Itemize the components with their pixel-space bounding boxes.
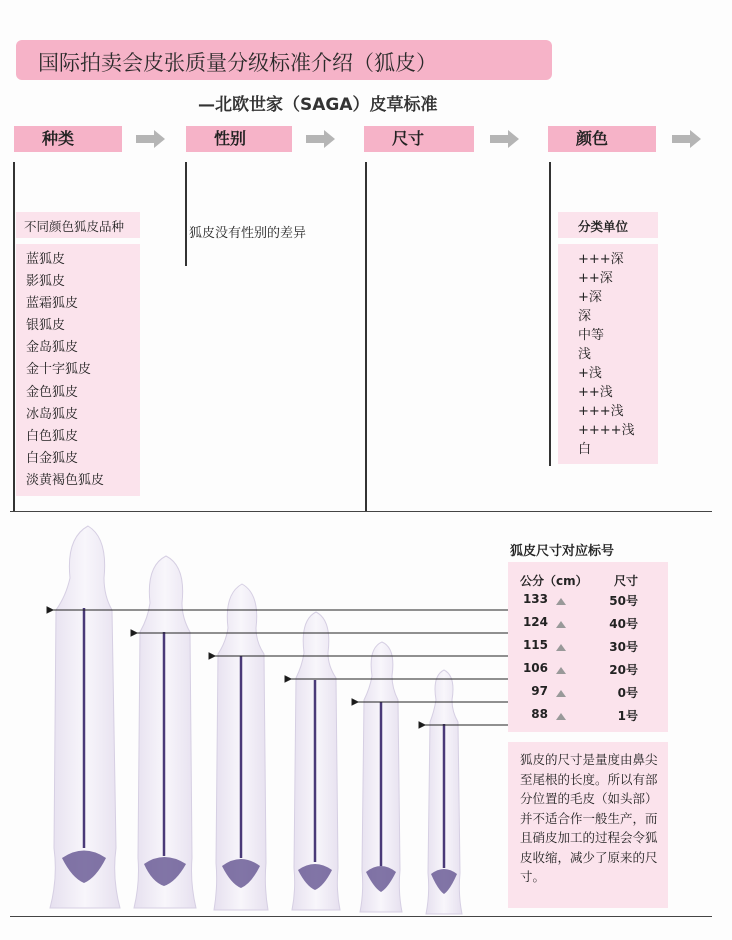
- size-number: 40号: [609, 617, 638, 631]
- triangle-icon: [556, 667, 566, 674]
- size-cm: 124: [522, 615, 548, 629]
- color-label: 分类单位: [578, 219, 629, 234]
- size-cm: 133: [522, 592, 548, 606]
- list-item: ++++浅: [578, 423, 635, 438]
- list-item: 蓝霜狐皮: [26, 296, 79, 312]
- column-header-color: 颜色: [548, 126, 656, 152]
- column-header-gender: 性别: [186, 126, 292, 152]
- column-header-kind: 种类: [14, 126, 122, 152]
- gender-note: 狐皮没有性别的差异: [189, 226, 307, 241]
- triangle-icon: [556, 621, 566, 628]
- size-number: 0号: [617, 686, 638, 700]
- table-row: [508, 707, 668, 727]
- list-item: +++深: [578, 252, 624, 267]
- list-item: ++浅: [578, 385, 613, 400]
- triangle-icon: [556, 644, 566, 651]
- size-cm: 115: [522, 638, 548, 652]
- size-cm: 106: [522, 661, 548, 675]
- size-cm: 97: [531, 684, 548, 698]
- table-row: [508, 638, 668, 658]
- list-item: 金岛狐皮: [26, 340, 79, 356]
- table-row: [508, 661, 668, 681]
- kind-label: 不同颜色狐皮品种: [24, 219, 125, 234]
- list-item: 白色狐皮: [26, 428, 79, 444]
- size-number: 20号: [609, 663, 638, 677]
- list-item: 深: [578, 309, 592, 324]
- list-item: +++浅: [578, 404, 624, 419]
- list-item: ++深: [578, 271, 613, 286]
- size-number: 50号: [609, 594, 638, 608]
- list-item: 冰岛狐皮: [26, 406, 79, 422]
- size-table: [508, 562, 668, 732]
- list-item: 白金狐皮: [26, 450, 79, 466]
- list-item: 淡黄褐色狐皮: [26, 472, 105, 488]
- table-row: [508, 615, 668, 635]
- size-number: 30号: [609, 640, 638, 654]
- size-table-cm-header: 公分（cm）: [520, 574, 588, 588]
- list-item: 银狐皮: [26, 318, 66, 334]
- bottom-divider: [10, 916, 712, 917]
- size-number: 1号: [617, 709, 638, 723]
- list-item: 中等: [578, 328, 605, 343]
- size-table-title: 狐皮尺寸对应标号: [510, 544, 615, 559]
- column-header-size: 尺寸: [364, 126, 474, 152]
- table-row: [508, 592, 668, 612]
- list-item: 金十字狐皮: [26, 362, 92, 378]
- list-item: 白: [578, 442, 592, 457]
- triangle-icon: [556, 598, 566, 605]
- size-note: 狐皮的尺寸是量度由鼻尖至尾根的长度。所以有部分位置的毛皮（如头部）并不适合作一般生产，而且硝皮加工的过程会令狐皮收缩，减少了原来的尺寸。: [508, 742, 668, 908]
- table-row: [508, 684, 668, 704]
- page-subtitle: —北欧世家（SAGA）皮草标准: [198, 95, 438, 115]
- list-item: 蓝狐皮: [26, 252, 66, 267]
- triangle-icon: [556, 690, 566, 697]
- page-title: 国际拍卖会皮张质量分级标准介绍（狐皮）: [38, 51, 437, 75]
- list-item: +浅: [578, 366, 602, 381]
- triangle-icon: [556, 713, 566, 720]
- list-item: +深: [578, 290, 602, 305]
- list-item: 浅: [578, 347, 592, 362]
- size-cm: 88: [531, 707, 548, 721]
- list-item: 影狐皮: [26, 274, 66, 290]
- list-item: 金色狐皮: [26, 384, 79, 400]
- size-table-size-header: 尺寸: [614, 574, 639, 588]
